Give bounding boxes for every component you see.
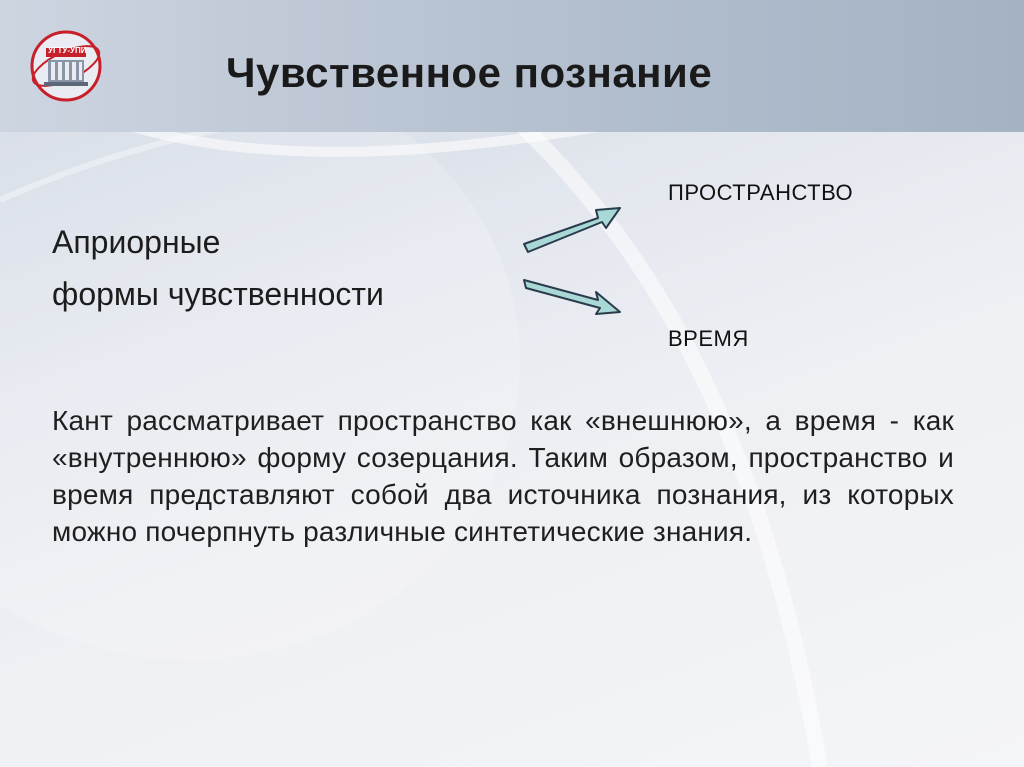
university-logo-icon xyxy=(28,28,104,104)
label-time: ВРЕМЯ xyxy=(668,326,749,351)
slide-title: Чувственное познание xyxy=(226,49,713,96)
forms-label-line2: формы чувственности xyxy=(52,276,384,312)
forms-label-line1: Априорные xyxy=(52,224,221,260)
label-space: ПРОСТРАНСТВО xyxy=(668,180,854,205)
logo-text: УГТУ-УПИ xyxy=(48,46,87,55)
arrows-group xyxy=(510,196,630,326)
arrow-down-right-icon xyxy=(524,280,620,314)
arrow-up-right-icon xyxy=(524,208,620,252)
body-paragraph: Кант рассматривает пространство как «внешнюю», а время - как «внутреннюю» форму созерцания. Таким образом, пространство и время представляют собой два источника познания, из которых можно почерпнуть различные синтетические знания. xyxy=(52,405,954,547)
